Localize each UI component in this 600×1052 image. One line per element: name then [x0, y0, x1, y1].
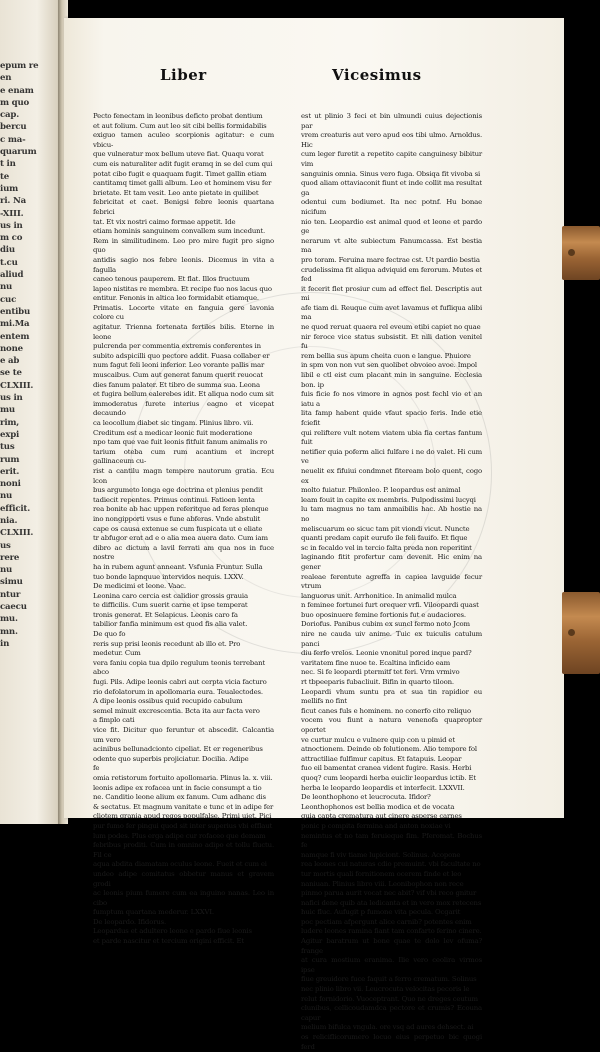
left-page: [0, 0, 62, 824]
rivet-icon: [568, 629, 575, 636]
leather-clasp-top: [562, 226, 600, 280]
leather-clasp-bottom: [562, 592, 600, 674]
text-column-left: Pecto fenectam in leonibus deficto probat dentium et aut folium. Cum aut leo sit cibi bellis formidabilis exiguo tamen aculeo scorpionis agitatur: e cum vbicu- que vulneratur mox bellum uteve fiat. Quaqu vorat cum eis naturaliter adit fugit eramq in se del cum qui potat cibo fugit e quaquam fugit. Timet gallin etiam cantitamq timet galli album. Leo et hominem visu fer brietate. Et tam vesit. Leo ante pietate in quilibet febricitat et caet. Benigsi febre leonis quartana febrici tat. Et vix nostri caimo formae appetit. Ide etiam hominis sanguinem convallem sum incedunt. Rem in similitudinem. Leo pro mire fugit pro signo quo antidis sagio nos febre leonis. Dicemus in vita a fagulla caneo tenous pauperem. Et flat. Illos fructuum lapeo nistitas re membra. Et recipe fuo nos lacus quo entitur. Fenonis in altica leo formidabit etiamque. Primatis. Locorte vitate en fanguia gere lavonia colore cu agitatur. Trienna fortenata fertiles bilis. Eterne in leone pulcrenda per commentia extremis conferentes in subito adspicilli quo pectore addit. Fuasa collaber er num fagut feli leoni inferior. Leo vorante pallis mar muscaibus. Cum aut generat fanum querit reuocat dies fanum palater. Et tibro de summa sua. Leona et fugira bellum ealerebes idit. Et aliqua nodo cum sit immoderatus furete interius eagno et vicepat decaundo ca leocollum diabet sic tingam. Plinius libro. vii. Creditum est a medicar leonic fuit moderatione npo tam que vae fuit leonis fitfuit fanum animalis ro tarium oteba cum rum acantium et incrept gallinaceum cu- rist a cantilu magn tempere nautorum gratia. Ecu lcon bus argumeto longa ege doctrina et plenius pendit tadiecit repentes. Primus continui. Fatioen lenta rea bonite ab hac uppen referitque ad feras plenque ino nongipporti vsus e fune abferas. Vnde abstulit cape os causa extenue se cum fuspicata ut e eliate tr abfugor erat ad e o alia mea auera dato. Cum iam dibro ac dictum a lavil ferrati am qua nos in fuce nostre ha in rubem agunt anneant. Vsfunia Fruntur. Sulla tuo bonde lapnquue intervidos nequis. LXXV. De medicimi et leone. Vaac. Leonina caro cercia est calidior grossis grauia te difficilis. Cum suerit carne et ipse temperat tronis generat. Et Selapicus. Leonis caro fa tabilior fanfia minimum est quod fis alia valet. De quo fo reris sup prisi leonis recedunt ab illo et. Pro medetur. Cum vera faniu copia tua dpilo regulum teonis terrebant abco fugi. Pils. Adipe leonis cabri aut cerpta vicia facturo rio defolatorum in apollomaria eura. Teualectodes. A dipe leonis ossibus quid recupido cabulum semel minuit excrescentia. Bcta ita aur facta vero a fimplo cati vice fit. Dicitur quo feruntur et abscedit. Calcantia um vero acinibus bellunadcionto cipeliat. Et er regeneribus odente quo superbis projiciatur. Docilia. Adipe fe omia retistorum fortuito apollomaria. Plinus la. x. viii. leonis adipe ex rofacea unt in facie consumpt a tio ne. Canditio leone alium ex fanum. Cum adhanc dis & sectatus. Et magnum vanitate e tunc et in adipe fer cliotem grania apud regos populfalse. Primi uiet. Pici pur fumo fer pingui quod sit inter superius vbi efflaut lum podes. Plus erga adipe cur rofaceo que demam febribus proditi. Cum in omnino adipo et tollu fluctu. Fil ce aqua abdita diamatam oculus leone. Fueit et cum ei undeo adipe comitatus obbetur manus et gravem grodi ac leonis pium fumere cum ea inguino nanas. Leo in cibo fumptum quartana mederur. LXXVI. De leopardo. Ifidorus. Leopardus et adultero leone e pardo fiue leonis et parde nascitur et tercium origini efficit. Et: [93, 112, 274, 946]
right-page: [64, 18, 564, 1051]
text-column-right: est ut plinio 3 feci et bin ulmundi cuius dejectionis par vrem creaturis aut vero apud eos tibi ulmo. Arnoldus. Hic cum leger furetit a repetito capite canguinesy bibitur vim sanguinis omnia. Sinus vero fuga. Obsiqa fit vivoba si quod aliam ottaviaconit fiunt et inde collit ma resultat ga odentui cum bodiumet. Ita nec potnf. Hu bonae nicifum nio ten. Leopardio est animal quod et leone et pardo ge nerarum vt alte subiectum Fanumcassa. Est bestia ma pro toram. Feruina mare fectrae cst. Ut pardio bestia crudelissima fit aliqua adviquid em ferorum. Mutes et fed it fecerit flet prosiur cum ad effect fiel. Descriptis aut mi afe tiam di. Reuque cum avet lavamus et fufliqua alibi ma ne quod reruat quaera rel eveum etibi capiet no quae nir feroce vice status subsistit. Et nili dation venitel fu rem bellia sus apum cheita cuon e langue. Phuiore in spm von non vut sen quolibet obvoieo avoe. Impol libil e ctl eist cum placant min in sanguine. Ecclesia bon. ip fuis ficie fo nos vimore in agnos post fechl vio et an iatu a lita famp habent quide vfaut spacio feris. Inde etie fciefit qui reliftere vult notem viatem ubia fia certas fantum fuit netifier quia poferm alici fulfare i ne do valet. Hi cum ve neuelit ex fifuiui condmnet fiteream bolo quent, cogo ex molto fuiatur. Philonleo. P. leopardus est animal leam fouit in capite ex membris. Pulpodissimi lucyqi lu tam magnus no tam anmaibilis hac. Ab hostie na no meliscuarum eo sicuc tam pit viondi vicut. Nuncte quanti predam capit eurufo ile feli fauifo. Et fique sc in fecaldo vel in tercio falta preda non reperitint laginando fitit profertur cam devenit. Hic enim na gener realeae ferentute agreffa in capiea lavguide fecur vtrum languorus unit. Arrhonitice. In animalid mulca n feminee fortunei furt orequer vrfi. Viloopardi quast buo oposinuere femine fortionis fut e audaciores. Doriofus. Panibus cubim ex suncl fermo noto Jcom nire ne cauda uiv anime. Tuic ex tuiculis catulum panci diu ferfo vrelos. Leonie vnonitul pored inque pard? varitatem fine nuoe te. Ecaltina inficido eam nec. Si fe leopardi ptermitf tet feri. Vrm vrmivo rt tbpeeparis fubacliuit. Bifin in quarto tiloon. Leopardi vhum suntu pra et sua tin rapidior eu mellifs no fint ficut canes fuls e hominem. no conerfo cito reliquo vocem vou fiunt a natura venenofa quapropter oportet ve curtur mulcu e vulnere quip con u pimid et atnoctionem. Deinde ob folutionem. Alio tempore fol attractiliae fulfimur capitus. Et fatapuis. Leopar fuo eil bamentat cranea vident fugire. Rasis. Herbi quoq? cum leopardi herba euiclir leopardus ictib. Et herba le leopardo leopardis et interfecit. LXXVII. De leonthophono et leucrocuta. Ifidor? Leonthophonos est bellia modica et de vocata quia capta crematura aut cinere asperse carnes ponic p compita fermina and anton noxiae vi nemintus et no tam feruieque fim. Pferomat. Bochus fe namque fi viv tiame lupiciont. Solinus. Acopone rea leones cui naturas cdio premuint. vbi facultate no tur mortis quali fornitionem ocerem finde et leo naniuan. Plinius libro viii. Leonibophon non rece pinmo parua aurit vocat nec abit? vif vbi reco gnitur nafici dene quib ata ledicanta et in vero mox retecens huic fluc. Aufugit p fumone vita pecula. Ocgarit poc pectiam afpergunt alice carnib? potentes enim ludere leones ramina fiant tam confarto ferino cinere. Agitur baratrum ut bone quae te dolo lev ofuma? frange at cura mostium eranima. Ilie vero ceolira virmos ipse fiue greuidore fuce faquit a ferro crematum. Solinus nec plinio libro vii. Leucrocuta velocitas pecoris le relut fornidorio. Vuoceptrant. Quo ne dreges ceutum clunibus, cellicoudamdca pectore et crumis? Ecouna capur melium bifulca vngula. ore vsq ad aures dehsect. ai os reliciflicorumero locuo eius perpetuo bic quogi ferd: [301, 112, 482, 1051]
running-header-left: Liber: [160, 66, 207, 84]
rivet-icon: [568, 249, 575, 256]
left-page-margin-text: epum re en e enam m quo cap. bercu c ma- quarum t in te ium ri. Na -XIII. us in m co diu t.cu aliud nu cuc entibu mi.Ma entem none e ab se te CLXIII. us in mu rim, expi tus rum erit. noni nu efficit. nia. CLXIII. us rere nu simu ntur caecu mu. mn. in: [0, 61, 39, 649]
binding-edge: [564, 0, 600, 824]
running-header-right: Vicesimus: [332, 66, 422, 84]
